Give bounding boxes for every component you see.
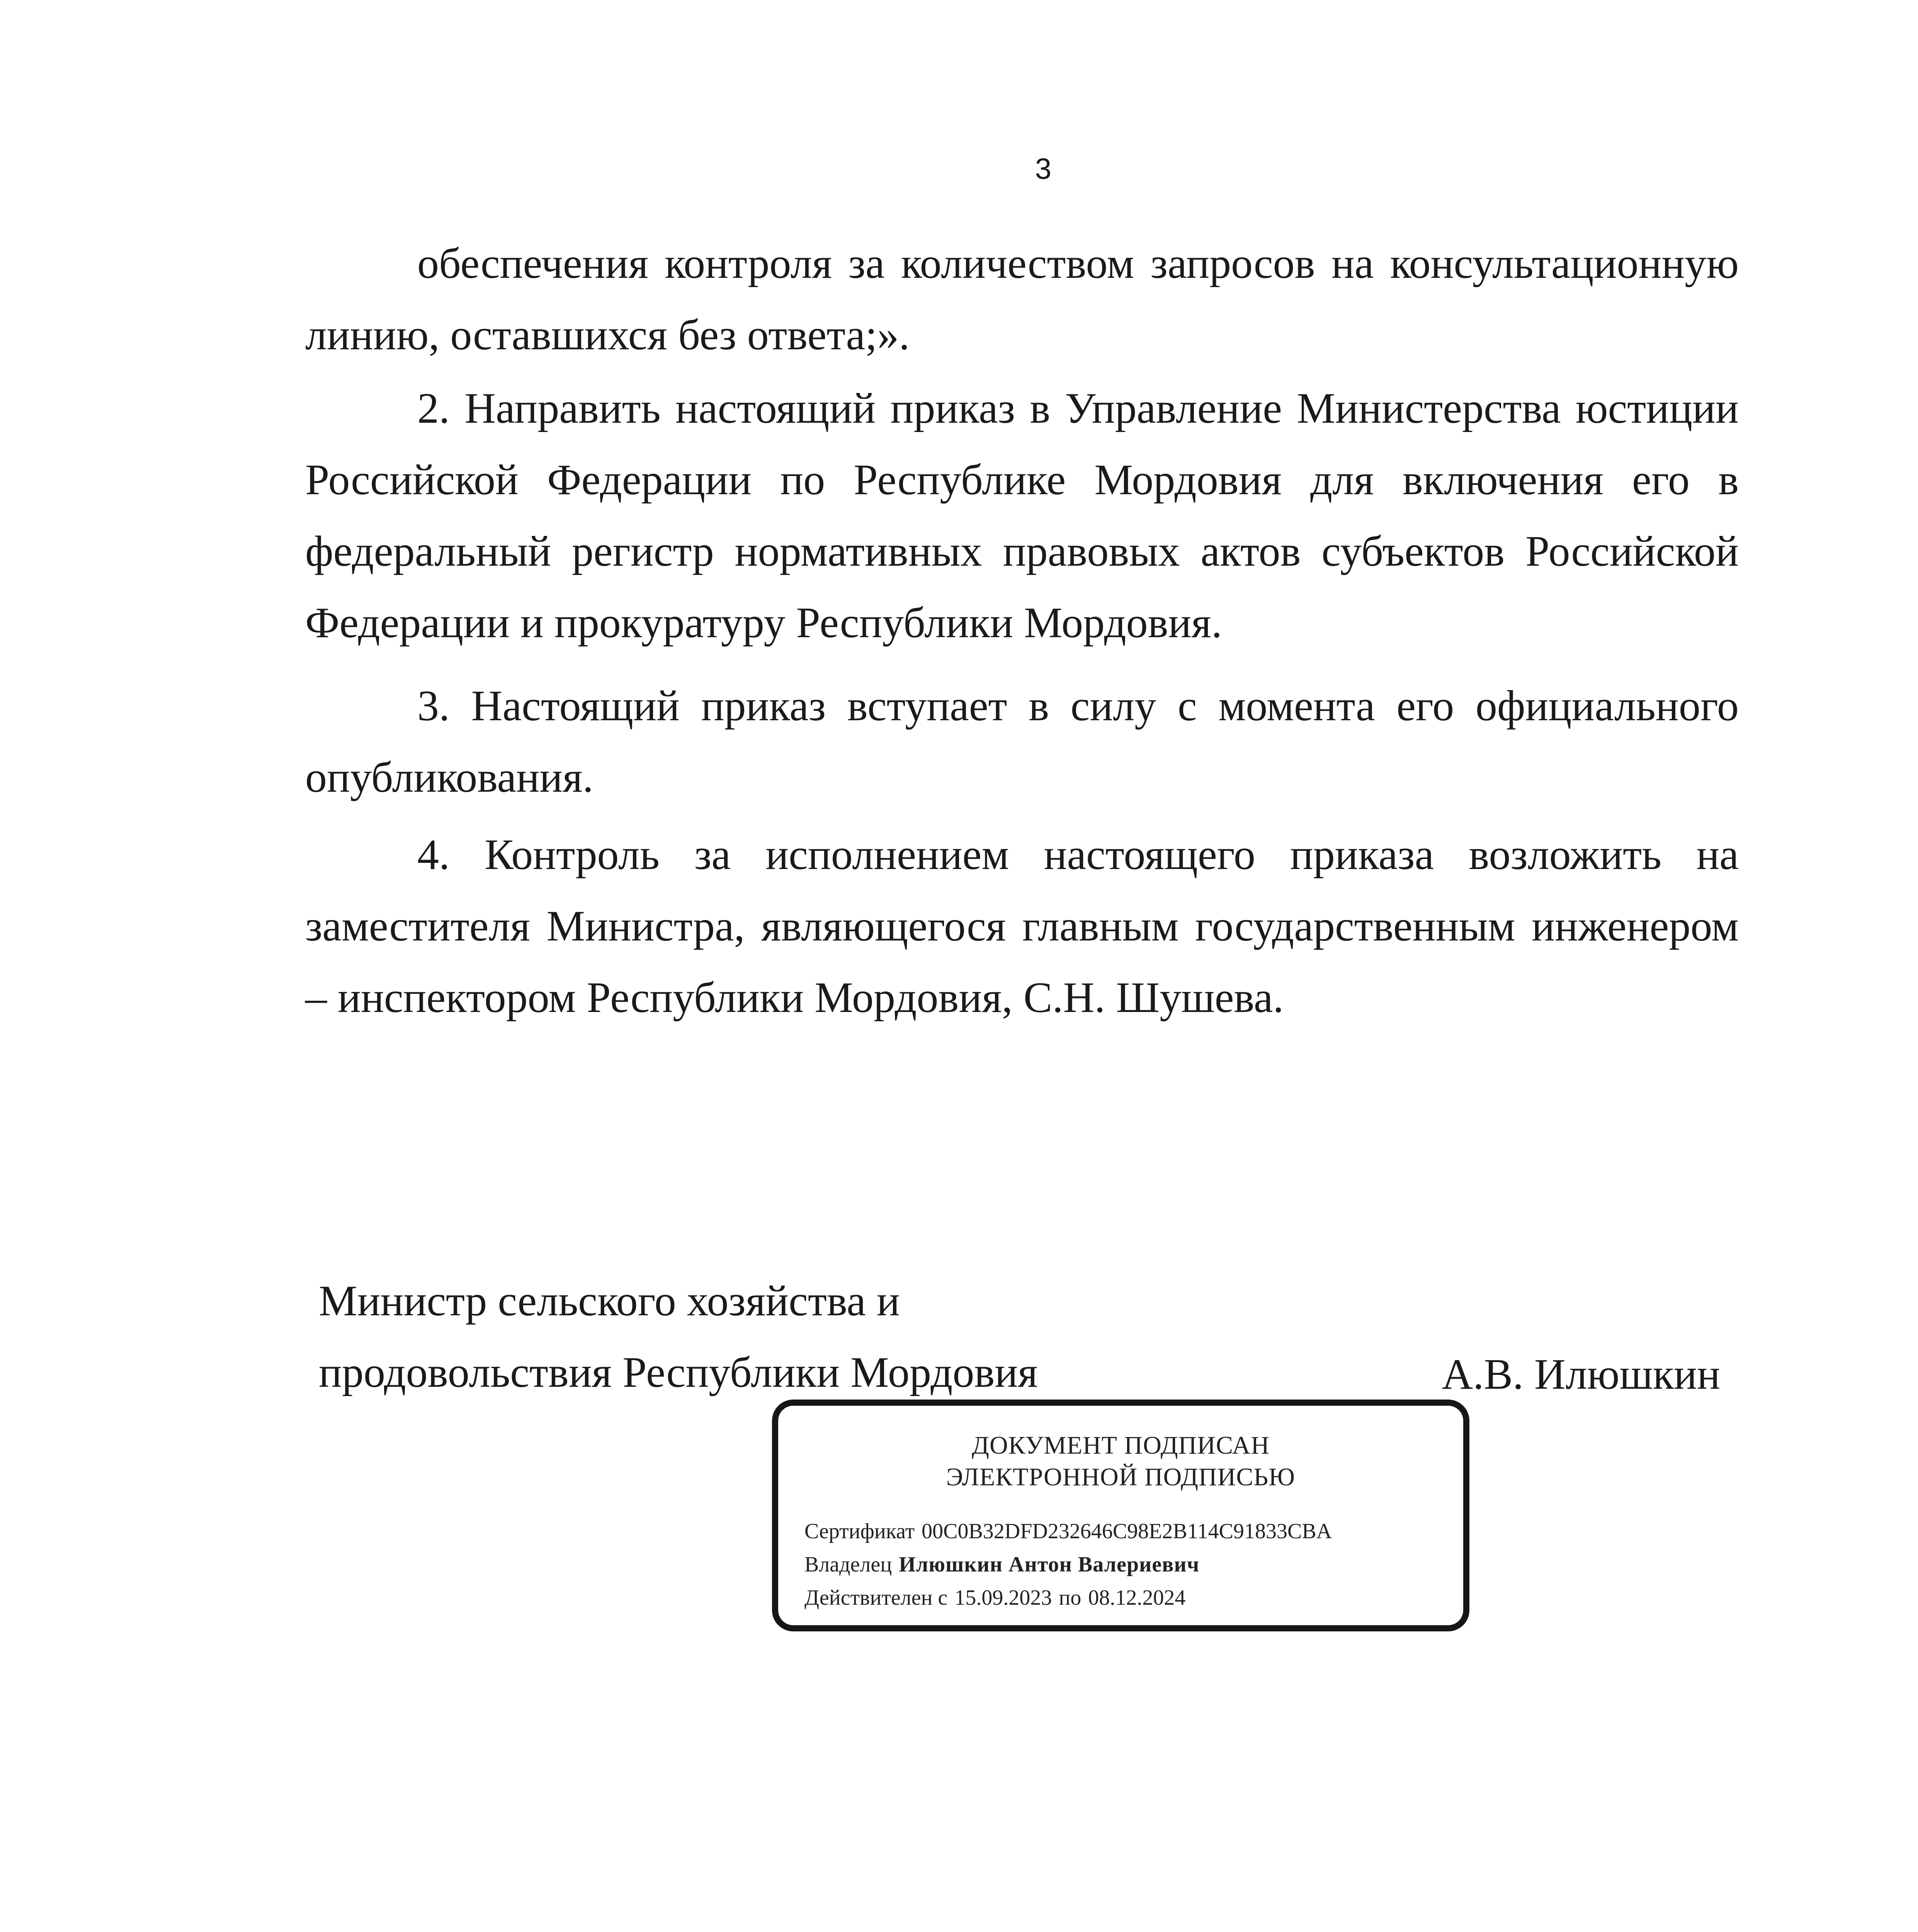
electronic-signature-stamp [772, 1400, 1469, 1631]
paragraph-3 [305, 670, 1739, 813]
paragraph-4 [305, 819, 1739, 1034]
stamp-valid-to: 08.12.2024 [1088, 1586, 1186, 1610]
signatory-title [319, 1265, 1038, 1408]
paragraph-text: обеспечения контроля за количеством запросов на консультационную линию, оставшихся без ответа;». [305, 240, 1739, 359]
stamp-validity-row [804, 1581, 1332, 1614]
signatory-title-line-1: Министр сельского хозяйства и [319, 1277, 900, 1325]
signatory-name: А.В. Илюшкин [1442, 1350, 1720, 1398]
stamp-valid-to-label: по [1059, 1586, 1081, 1610]
paragraph-text: 4. Контроль за исполнением настоящего приказа возложить на заместителя Министра, являющегося главным государственным инженером – инспектором Республики Мордовия, С.Н. Шушева. [305, 831, 1739, 1022]
stamp-heading-line-2: ЭЛЕКТРОННОЙ ПОДПИСЬЮ [946, 1463, 1296, 1491]
signatory-title-line-2: продовольствия Республики Мордовия [319, 1349, 1038, 1396]
stamp-certificate-value: 00C0B32DFD232646C98E2B114C91833CBA [922, 1519, 1332, 1543]
stamp-heading-line-1: ДОКУМЕНТ ПОДПИСАН [971, 1431, 1270, 1459]
stamp-valid-from: 15.09.2023 [954, 1586, 1052, 1610]
stamp-owner-label: Владелец [804, 1553, 892, 1577]
paragraph-2 [305, 373, 1739, 659]
stamp-certificate-label: Сертификат [804, 1519, 915, 1543]
paragraph-continuation [305, 228, 1739, 371]
stamp-owner-value: Илюшкин Антон Валериевич [899, 1553, 1200, 1577]
stamp-owner-row [804, 1548, 1332, 1581]
paragraph-text: 2. Направить настоящий приказ в Управление Министерства юстиции Российской Федерации по Республике Мордовия для включения его в федеральный регистр нормативных правовых актов субъектов Российской Федерации и прокуратуру Республики Мордовия. [305, 384, 1739, 647]
stamp-heading [778, 1430, 1463, 1493]
paragraph-text: 3. Настоящий приказ вступает в силу с момента его официального опубликования. [305, 682, 1739, 801]
stamp-certificate-row [804, 1515, 1332, 1548]
stamp-details [804, 1515, 1332, 1614]
page-number: 3 [1035, 153, 1052, 185]
stamp-valid-label: Действителен с [804, 1586, 948, 1610]
